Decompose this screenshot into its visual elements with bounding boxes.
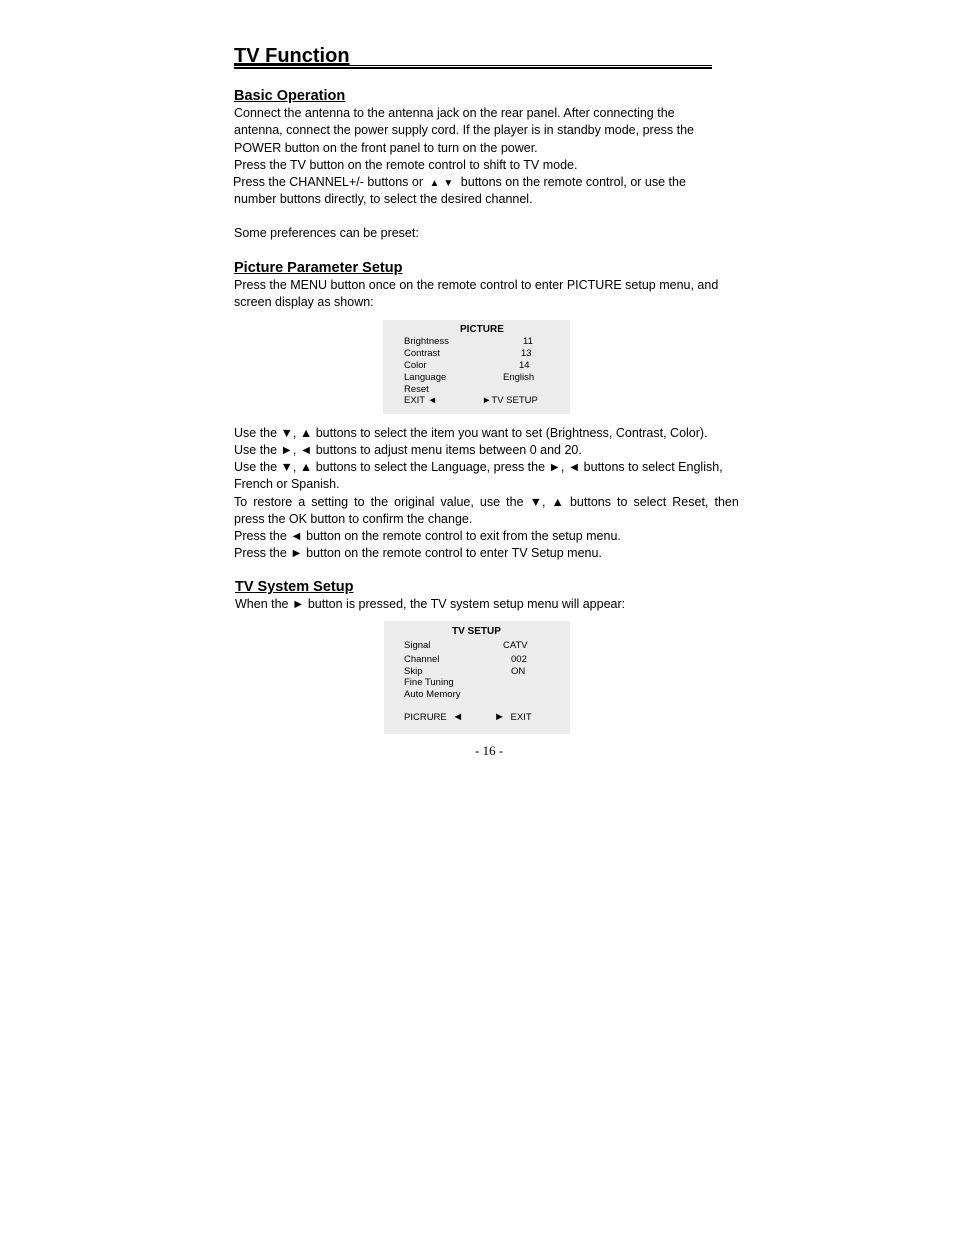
section-heading-tv-system-setup: TV System Setup — [235, 579, 354, 595]
menu-picture-option — [404, 711, 463, 724]
menu-item-value: 13 — [521, 348, 532, 359]
title-rule-thin — [234, 65, 712, 66]
picture-line-1: Press the MENU button once on the remote control to enter PICTURE setup menu, and — [234, 278, 719, 292]
menu-item-value: ON — [511, 666, 526, 677]
picture-instruction-3: Use the ▼, ▲ buttons to select the Language, press the ►, ◄ buttons to select English, — [234, 460, 723, 474]
menu-item-value: English — [503, 372, 535, 383]
menu-item-label: Color — [404, 360, 427, 371]
picture-instruction-1: Use the ▼, ▲ buttons to select the item you want to set (Brightness, Contrast, Color). — [234, 426, 708, 440]
page-title-block — [234, 44, 712, 68]
up-arrow-icon: ▲ — [429, 178, 440, 189]
down-arrow-icon: ▼ — [443, 178, 454, 189]
basic-line-3: POWER button on the front panel to turn on the power. — [234, 141, 538, 155]
menu-item-label: Brightness — [404, 336, 449, 347]
picture-instruction-7: Press the ◄ button on the remote control to exit from the setup menu. — [234, 529, 621, 543]
picture-instruction-2: Use the ►, ◄ buttons to adjust menu items between 0 and 20. — [234, 443, 582, 457]
menu-item-value: CATV — [503, 640, 528, 651]
picture-instruction-4: French or Spanish. — [234, 477, 340, 491]
menu-item-value: 002 — [511, 654, 527, 665]
picture-line-2: screen display as shown: — [234, 295, 374, 309]
tv-setup-menu-title: TV SETUP — [452, 626, 501, 637]
menu-item-label: Skip — [404, 666, 423, 677]
menu-exit-label: EXIT — [510, 712, 532, 723]
menu-tv-setup-option: ►TV SETUP — [482, 395, 538, 406]
left-arrow-icon: ◄ — [452, 711, 464, 723]
section-heading-picture-setup: Picture Parameter Setup — [234, 260, 403, 276]
basic-line-5-end: buttons on the remote control, or use the — [460, 175, 686, 189]
tv-setup-menu-screen — [384, 621, 570, 734]
basic-line-5 — [233, 174, 686, 192]
menu-picture-label: PICRURE — [404, 712, 447, 723]
picture-instruction-6: press the OK button to confirm the change. — [234, 512, 473, 526]
title-rule-thick — [234, 67, 712, 69]
basic-line-7: Some preferences can be preset: — [234, 226, 419, 240]
basic-line-4: Press the TV button on the remote control to shift to TV mode. — [234, 158, 578, 172]
menu-exit-option: EXIT ◄ — [404, 395, 437, 406]
menu-item-label: Language — [404, 372, 447, 383]
right-arrow-icon: ► — [494, 711, 505, 723]
menu-item-value: 14 — [519, 360, 530, 371]
picture-instruction-8: Press the ► button on the remote control to enter TV Setup menu. — [234, 546, 602, 560]
page-title: TV Function — [234, 45, 350, 67]
basic-line-1: Connect the antenna to the antenna jack on the rear panel. After connecting the — [234, 106, 675, 120]
menu-item-label: Signal — [404, 640, 431, 651]
picture-instruction-5: To restore a setting to the original value, use the ▼, ▲ buttons to select Reset, then — [234, 495, 739, 509]
tvsystem-line-1: When the ► button is pressed, the TV system setup menu will appear: — [235, 597, 626, 611]
menu-item-label: Channel — [404, 654, 440, 665]
page-number: - 16 - — [475, 743, 504, 758]
section-heading-basic-operation: Basic Operation — [234, 88, 346, 104]
basic-line-6: number buttons directly, to select the desired channel. — [234, 192, 533, 206]
menu-exit-option — [494, 711, 532, 724]
menu-item-label: Auto Memory — [404, 689, 461, 700]
menu-item-label: Fine Tuning — [404, 677, 454, 688]
picture-menu-screen — [383, 320, 570, 414]
picture-menu-title: PICTURE — [460, 324, 504, 335]
menu-item-label: Reset — [404, 384, 429, 395]
basic-line-2: antenna, connect the power supply cord. If the player is in standby mode, press the — [234, 123, 694, 137]
basic-line-5-start: Press the CHANNEL+/- buttons or — [233, 175, 424, 189]
menu-item-label: Contrast — [404, 348, 440, 359]
menu-item-value: 11 — [523, 336, 533, 347]
